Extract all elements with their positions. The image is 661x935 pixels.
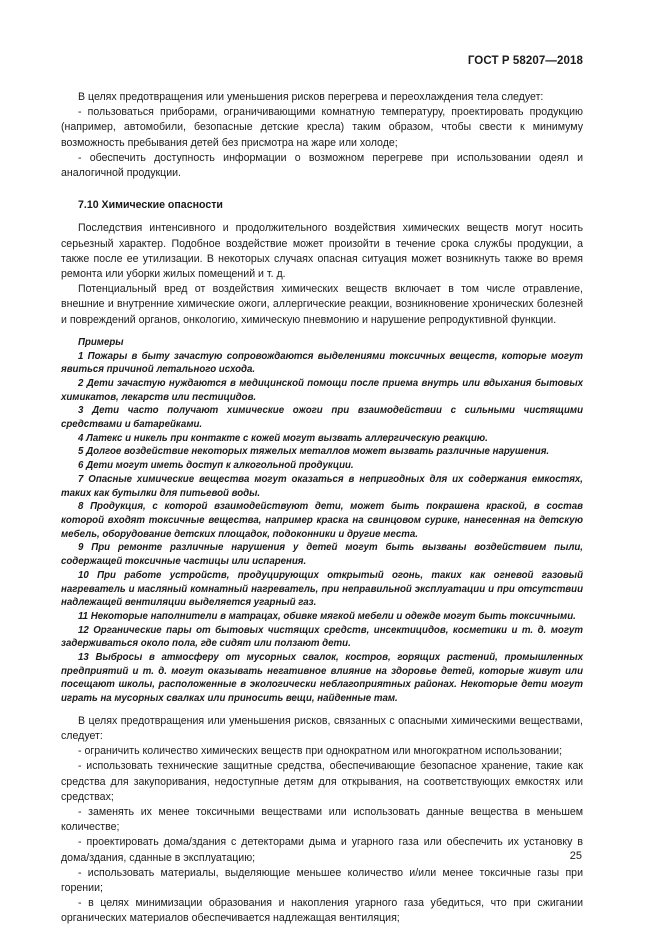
example-item: 2 Дети зачастую нуждаются в медицинской помощи после приема внутрь или вдыхания бытовых химикатов, лекарств или пестицидов. [61, 377, 583, 403]
intro-item: - обеспечить доступность информации о возможном перегреве при использовании одеял и аналогичной продукции. [61, 151, 583, 180]
example-item: 5 Долгое воздействие некоторых тяжелых металлов может вызвать различные нарушения. [78, 446, 550, 458]
prevention-item: - использовать технические защитные средства, обеспечивающие безопасное хранение, такие как средства для закупоривания, недоступные детям для открывания, на соответствующих емкостях или средствах; [61, 760, 583, 803]
example-item: 10 При работе устройств, продуцирующих открытый огонь, таких как огневой газовый нагреватель и масляный комнатный нагреватель, при неправильной эксплуатации и при отсутствии надлежащей вентиляции выделяется угарный газ. [61, 569, 583, 609]
intro-lead: В целях предотвращения или уменьшения рисков перегрева и переохлаждения тела следует: [78, 91, 544, 103]
example-item: 3 Дети часто получают химические ожоги при взаимодействии с сильными чистящими средствами и батарейками. [61, 405, 583, 431]
prevention-item: - использовать материалы, выделяющие меньшее количество и/или менее токсичные газы при горении; [61, 866, 583, 895]
examples-heading: Примеры [78, 336, 124, 348]
example-item: 12 Органические пары от бытовых чистящих средств, инсектицидов, косметики и т. д. могут задерживаться около пола, где сидят или ползают дети. [61, 624, 583, 650]
prevention-item: - ограничить количество химических веществ при однократном или многократном использовании; [78, 745, 563, 758]
example-item: 7 Опасные химические вещества могут оказаться в непригодных для их содержания емкостях, таких как бутылки для питьевой воды. [61, 473, 583, 499]
example-item: 9 При ремонте различные нарушения у детей могут быть вызваны воздействием пыли, содержащей токсичные частицы или испарения. [61, 542, 583, 568]
page-content [61, 90, 583, 927]
example-item: 4 Латекс и никель при контакте с кожей могут вызвать аллергическую реакцию. [78, 432, 488, 444]
prevention-item: - в целях минимизации образования и накопления угарного газа убедиться, что при сжигании органических материалов обеспечивается надлежащая вентиляция; [61, 897, 583, 925]
example-item: 1 Пожары в быту зачастую сопровождаются выделениями токсичных веществ, которые могут явиться причиной летального исхода. [61, 350, 583, 376]
document-header: ГОСТ Р 58207—2018 [467, 55, 583, 67]
prevention-lead: В целях предотвращения или уменьшения рисков, связанных с опасными химическими веществами, следует: [61, 714, 583, 743]
prevention-item: - проектировать дома/здания с детекторами дыма и угарного газа или обеспечить их установку в дома/здания, сданные в эксплуатацию; [61, 836, 583, 864]
page-number: 25 [569, 850, 582, 862]
section-title: 7.10 Химические опасности [78, 199, 223, 212]
section-paragraph: Последствия интенсивного и продолжительного воздействия химических веществ могут носить серьезный характер. Подобное воздействие может произойти в течение срока службы продукции, а также после ее утилизации. В некоторых случаях опасная ситуация может возникнуть также во время ремонта или уборки жилых помещений и т. д. [61, 222, 583, 281]
example-item: 11 Некоторые наполнители в матрацах, обивке мягкой мебели и одежде могут быть токсичными. [78, 610, 576, 622]
prevention-item: - заменять их менее токсичными веществами или использовать данные вещества в меньшем количестве; [61, 806, 583, 834]
intro-item: - пользоваться приборами, ограничивающими комнатную температуру, проектировать продукцию (например, автомобили, безопасные детские кресла) таким образом, чтобы свести к минимуму возможность пребывания детей без присмотра на жаре или холоде; [61, 106, 583, 149]
example-item: 6 Дети могут иметь доступ к алкогольной продукции. [78, 460, 354, 472]
section-paragraph: Потенциальный вред от воздействия химических веществ включает в том числе отравление, внешние и внутренние химические ожоги, аллергические реакции, возникновение хронических болезней и повреждений органов, онкологию, химическую пневмонию и нарушение репродуктивной функции. [61, 283, 583, 326]
example-item: 8 Продукция, с которой взаимодействуют дети, может быть покрашена краской, в состав которой входят токсичные вещества, например краска на свинцовом сурике, нанесенная на детскую мебель, оборудование детских площадок, подоконники и другие места. [61, 501, 583, 540]
example-item: 13 Выбросы в атмосферу от мусорных свалок, костров, горящих растений, промышленных предприятий и т. д. могут оказывать негативное влияние на здоровье детей, которые живут или посещают школы, расположенные в экологически неблагоприятных районах. Некоторые дети могут играть на мусорных свалках или приносить вещи, найденные там. [61, 652, 583, 705]
